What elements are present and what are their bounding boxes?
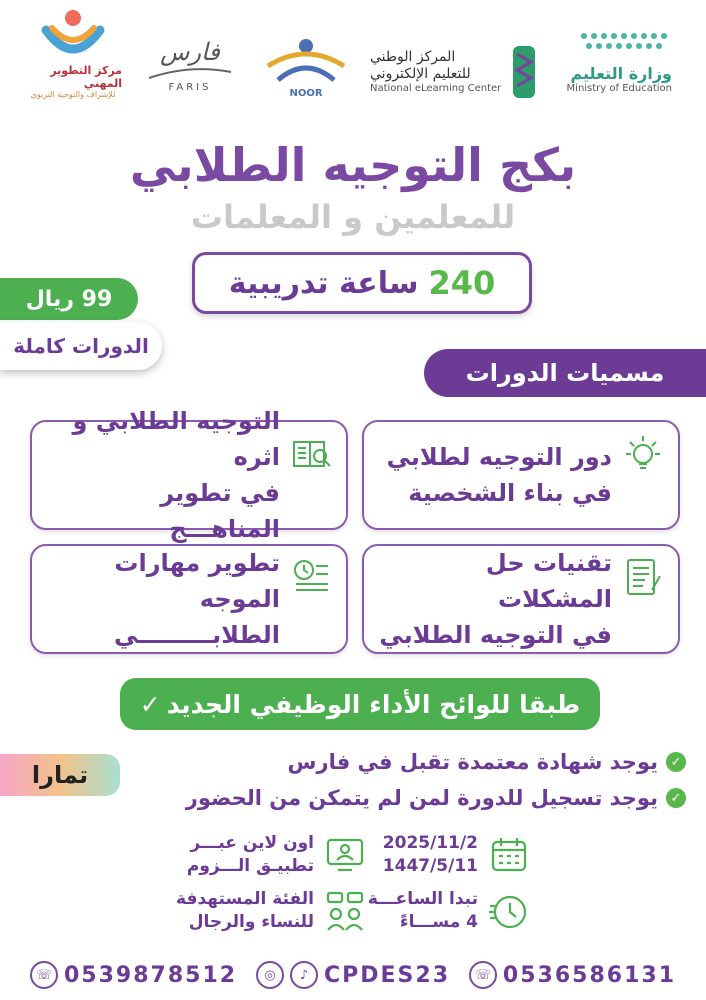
price-tag: 99 ريال — [0, 278, 138, 320]
course-4-line-2: الطلابـــــــــي — [114, 621, 280, 649]
noor-emblem-icon — [258, 36, 354, 88]
full-courses-tag: الدورات كاملة — [0, 322, 162, 370]
course-3-line-1: تقنيات حل المشكلات — [485, 549, 612, 613]
moe-arabic-name: وزارة التعليم — [570, 64, 672, 83]
book-magnifier-icon — [290, 432, 332, 474]
checklist-icon — [622, 556, 664, 598]
clock-list-icon — [290, 556, 332, 598]
center-arabic-line-1: مركز التطوير المهني — [50, 64, 122, 90]
check-circle-icon: ✓ — [666, 788, 686, 808]
compliance-banner — [120, 678, 600, 730]
noor-logo — [258, 36, 354, 100]
noor-name: NOOR — [289, 88, 323, 99]
course-2-line-2: في تطوير المناهـــج — [160, 479, 280, 543]
nelc-emblem-icon — [509, 44, 539, 100]
people-chat-icon — [324, 890, 366, 932]
footer-social-handle[interactable] — [256, 961, 450, 989]
time-line-2: 4 مســـاءً — [399, 911, 478, 932]
whatsapp-icon: ☏ — [469, 961, 497, 989]
checkmark-icon: ✓ — [139, 689, 161, 719]
course-card-1 — [362, 420, 680, 530]
course-names-banner: مسميات الدورات — [424, 349, 706, 397]
footer-phone-2[interactable] — [469, 961, 676, 989]
course-card-2 — [30, 407, 348, 543]
moe-dots-icon — [576, 28, 672, 58]
training-hours-box — [192, 252, 532, 314]
course-card-3 — [362, 544, 680, 654]
ministry-of-education-logo — [542, 28, 672, 95]
bullet-recording-text: يوجد تسجيل للدورة لمن لم يتمكن من الحضور — [185, 786, 658, 810]
phone-number-2: 0536586131 — [502, 962, 676, 988]
page-title: بكج التوجيه الطلابي — [129, 138, 577, 192]
moe-english-name: Ministry of Education — [566, 83, 672, 94]
check-circle-icon: ✓ — [666, 752, 686, 772]
online-line-2: تطبيـق الـــزوم — [186, 855, 314, 876]
training-hours-label: ساعة تدريبية — [228, 265, 419, 301]
clock-icon — [488, 890, 530, 932]
phone-number-1: 0539878512 — [64, 962, 238, 988]
audience-info — [176, 888, 366, 934]
course-4-line-1: تطوير مهارات الموجه — [114, 549, 280, 613]
nelc-logo — [370, 44, 540, 100]
nelc-arabic-line-2: للتعليم الإلكتروني — [370, 66, 471, 82]
bullet-recording — [186, 786, 686, 810]
time-info — [368, 888, 530, 934]
social-handle: CPDES23 — [323, 962, 451, 988]
compliance-text: طبقا للوائح الأداء الوظيفي الجديد — [166, 689, 581, 719]
tamara-badge: تمارا — [0, 754, 120, 796]
faris-english-name: FARIS — [168, 82, 212, 93]
faris-logo — [140, 38, 240, 94]
center-arabic-line-2: للإشراف والتوجيه التربوي — [30, 90, 116, 99]
course-1-line-2: في بناء الشخصية — [408, 479, 612, 507]
faris-arabic-name: فارس — [160, 38, 220, 66]
bullet-certificate-text: يوجد شهادة معتمدة تقبل في فارس — [287, 750, 658, 774]
audience-line-1: الفئة المستهدفة — [176, 889, 314, 909]
date-info — [383, 832, 530, 878]
faris-swoosh-icon — [145, 66, 235, 82]
course-3-line-2: في التوجيه الطلابي — [379, 621, 612, 649]
course-2-line-1: التوجيه الطلابي و اثره — [72, 407, 280, 471]
professional-development-center-logo — [24, 8, 122, 99]
training-hours-number: 240 — [428, 264, 496, 302]
time-line-1: تبدا الساعـــة — [367, 889, 478, 909]
tiktok-icon: ♪ — [290, 961, 318, 989]
nelc-arabic-line-1: المركز الوطني — [370, 49, 456, 66]
course-1-line-1: دور التوجيه لطلابي — [386, 443, 612, 471]
whatsapp-icon: ☏ — [30, 961, 58, 989]
date-gregorian: 2025/11/2 — [382, 833, 478, 853]
footer-contacts — [30, 958, 676, 992]
nelc-english-name: National eLearning Center — [370, 82, 502, 94]
online-info — [187, 832, 366, 878]
audience-line-2: للنساء والرجال — [188, 911, 314, 932]
instagram-icon: ◎ — [256, 961, 284, 989]
bullet-certificate — [288, 750, 687, 774]
center-emblem-icon — [38, 8, 108, 64]
page-subtitle: للمعلمين و المعلمات — [190, 198, 516, 236]
calendar-icon — [488, 834, 530, 876]
date-hijri: 1447/5/11 — [382, 855, 478, 876]
footer-phone-1[interactable] — [30, 961, 237, 989]
course-card-4 — [30, 544, 348, 654]
online-line-1: اون لاين عبـــر — [190, 833, 314, 853]
video-call-icon — [324, 834, 366, 876]
lightbulb-icon — [622, 432, 664, 474]
